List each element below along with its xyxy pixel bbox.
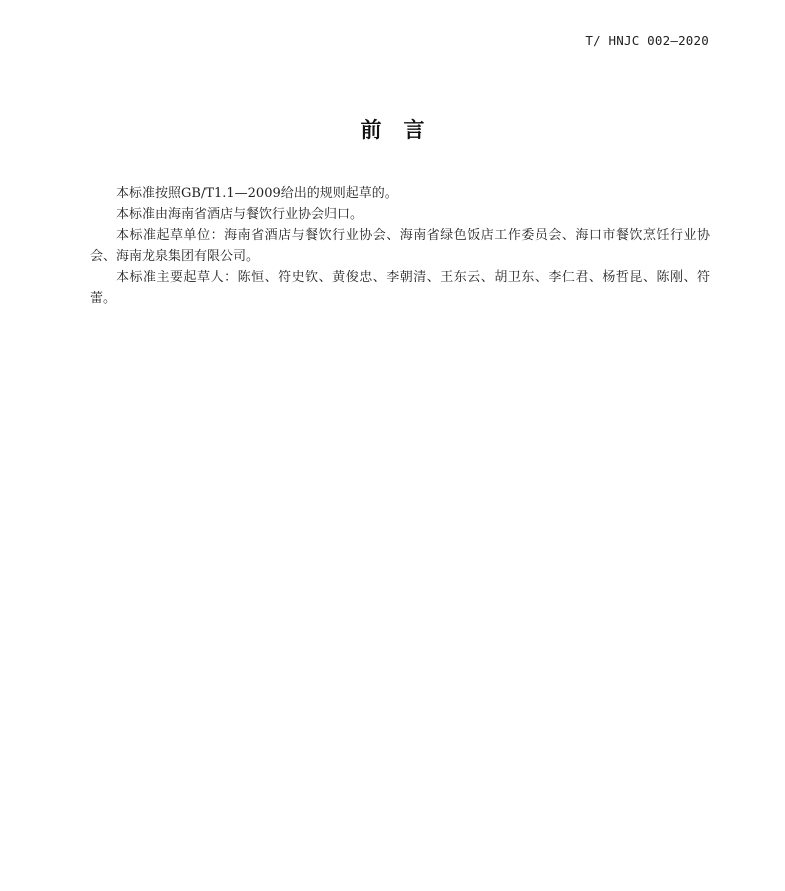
paragraph-drafting-units: 本标准起草单位：海南省酒店与餐饮行业协会、海南省绿色饭店工作委员会、海口市餐饮烹饪行业协会、海南龙泉集团有限公司。 <box>90 228 710 264</box>
page-title: 前言 <box>360 118 447 142</box>
document-code: T/ HNJC 002—2020 <box>585 33 709 48</box>
foreword-body <box>90 183 710 309</box>
paragraph-administration: 本标准由海南省酒店与餐饮行业协会归口。 <box>116 207 364 222</box>
paragraph-drafting-rules: 本标准按照GB/T1.1—2009给出的规则起草的。 <box>116 186 398 201</box>
paragraph-drafters: 本标准主要起草人：陈恒、符史钦、黄俊忠、李朝清、王东云、胡卫东、李仁君、杨哲昆、陈刚、符蕾。 <box>90 270 710 306</box>
